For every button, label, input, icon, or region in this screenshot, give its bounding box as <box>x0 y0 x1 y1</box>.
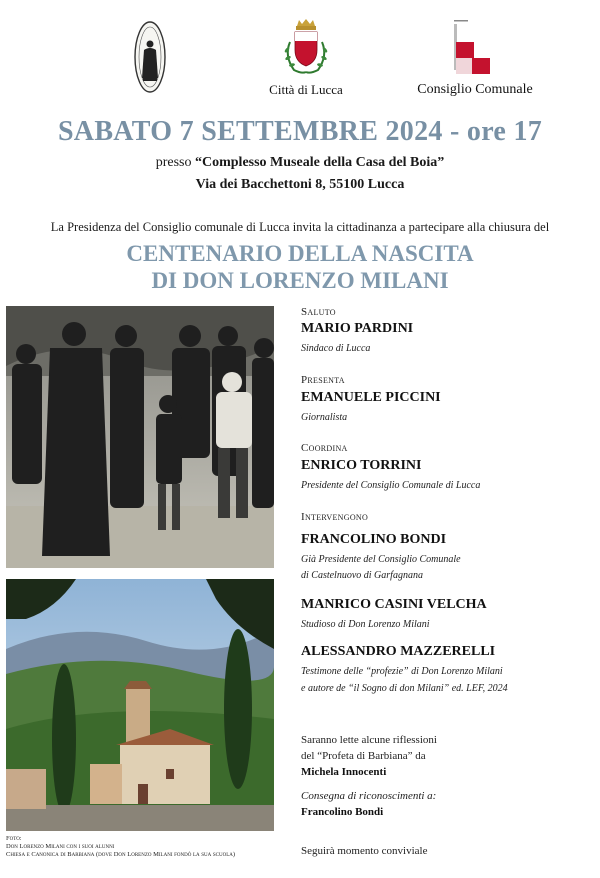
program-speaker-name: EMANUELE PICCINI <box>301 390 441 405</box>
council-emblem-icon <box>452 20 492 76</box>
program-speaker-name: ALESSANDRO MAZZERELLI <box>301 644 496 659</box>
program-speaker-name: MANRICO CASINI VELCHA <box>301 597 487 612</box>
venue-name: “Complesso Museale della Casa del Boia” <box>195 155 445 170</box>
program-speaker-role: Studioso di Don Lorenzo Milani <box>301 619 430 630</box>
caption-line-2: Chiesa e Canonica di Barbiana (dove Don Lorenzo Milani fondò la sua scuola) <box>6 851 236 858</box>
city-label: Città di Lucca <box>269 82 343 97</box>
program-speaker-role: Giornalista <box>301 412 348 423</box>
reflections-line-2: del “Profeta di Barbiana” da <box>301 750 426 762</box>
photo-barbiana-church <box>6 579 274 831</box>
event-date: SABATO 7 SETTEMBRE 2024 - ore 17 <box>57 116 543 147</box>
program-speaker-role: Presidente del Consiglio Comunale di Lucca <box>301 480 481 491</box>
reflections-reader: Michela Innocenti <box>301 766 387 778</box>
council-label: Consiglio Comunale <box>417 82 533 97</box>
photo-milani-with-students <box>6 306 274 568</box>
event-title-line-2: DI DON LORENZO MILANI <box>151 268 449 293</box>
seal-icon <box>134 20 166 94</box>
council-logo <box>452 20 492 76</box>
program-speaker-role: e autore de “il Sogno di don Milani” ed. LEF, 2024 <box>301 683 508 694</box>
awards-recipient: Francolino Bondi <box>301 806 384 818</box>
program-speaker-name: ENRICO TORRINI <box>301 458 422 473</box>
invitation-text: La Presidenza del Consiglio comunale di Lucca invita la cittadinanza a partecipare alla chiusura del <box>50 220 550 234</box>
program-label-saluto: Saluto <box>301 306 336 318</box>
venue-line <box>0 155 600 171</box>
caption-line-1: Don Lorenzo Milani con i suoi alunni <box>6 843 115 850</box>
city-coat-of-arms-icon <box>272 18 340 80</box>
program-speaker-role: di Castelnuovo di Garfagnana <box>301 570 423 581</box>
reflections-line-1: Saranno lette alcune riflessioni <box>301 734 437 746</box>
program-speaker-name: MARIO PARDINI <box>301 321 414 336</box>
seal-logo <box>134 20 166 94</box>
program-speaker-role: Già Presidente del Consiglio Comunale <box>301 554 461 565</box>
closing-note: Seguirà momento conviviale <box>301 845 428 857</box>
event-title-line-1: CENTENARIO DELLA NASCITA <box>126 241 474 266</box>
photo-caption <box>6 835 235 859</box>
awards-label: Consegna di riconoscimenti a: <box>301 790 437 802</box>
venue-prefix: presso <box>155 155 192 170</box>
venue-address: Via dei Bacchettoni 8, 55100 Lucca <box>195 177 405 192</box>
program-label-presenta: Presenta <box>301 374 345 386</box>
caption-label: Foto: <box>6 835 22 842</box>
program-label-intervengono: Intervengono <box>301 511 369 523</box>
program-label-coordina: Coordina <box>301 442 348 454</box>
program-speaker-name: FRANCOLINO BONDI <box>301 532 447 547</box>
city-logo <box>272 18 340 82</box>
program-speaker-role: Testimone delle “profezie” di Don Lorenzo Milani <box>301 666 503 677</box>
program-speaker-role: Sindaco di Lucca <box>301 343 371 354</box>
